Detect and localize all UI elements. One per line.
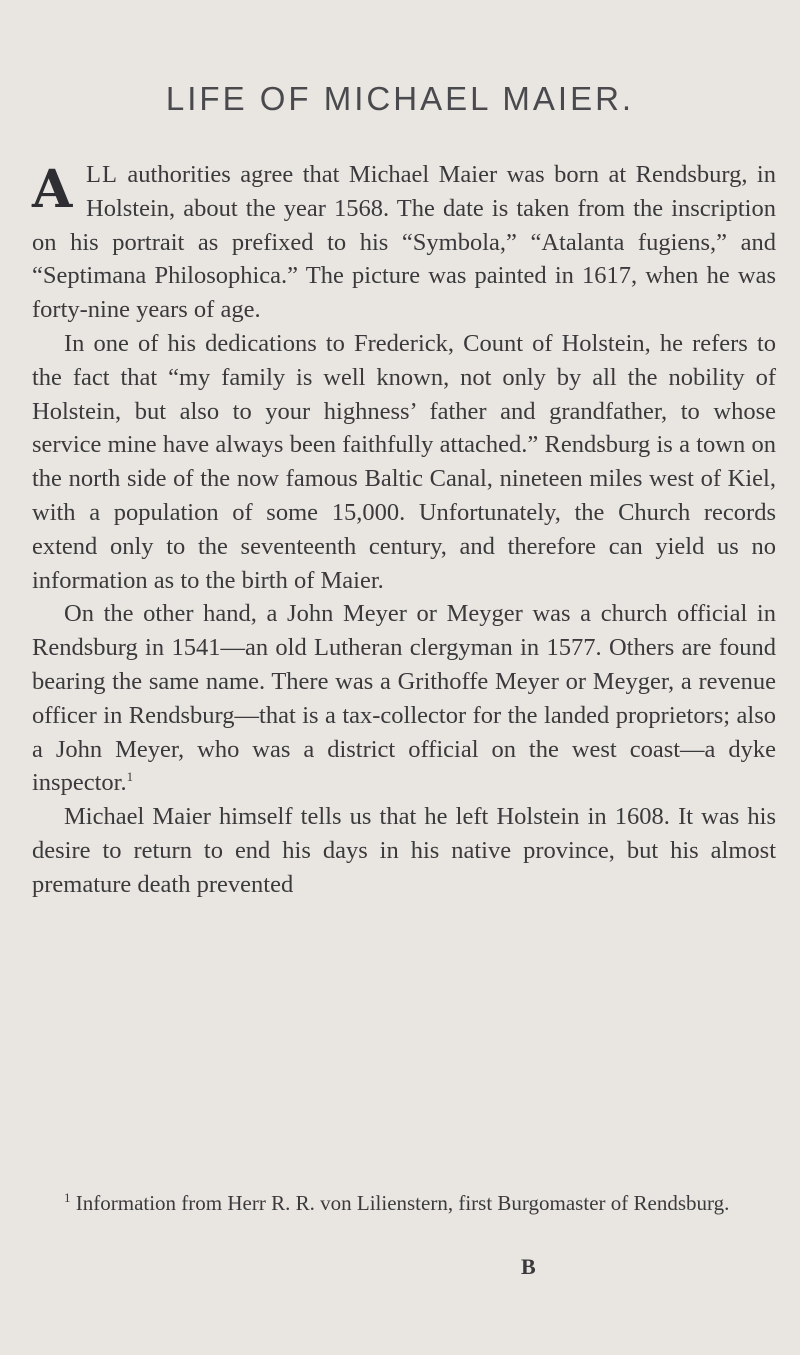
paragraph-4 bbox=[32, 800, 776, 901]
paragraph-2 bbox=[32, 327, 776, 597]
paragraph-3-text: On the other hand, a John Meyer or Meyger was a church official in Rendsburg in 1541—an old Lutheran clergyman in 1577. Others are found bearing the same name. There was a Grithoffe Meyer or Meyger, a revenue officer in Rendsburg—that is a tax-collector for the landed proprietors; also a John Meyer, who was a district official on the west coast—a dyke inspector. bbox=[32, 600, 776, 797]
footnote-reference[interactable]: 1 bbox=[126, 769, 134, 785]
paragraph-3 bbox=[32, 597, 776, 800]
paragraph-1 bbox=[32, 158, 776, 327]
footnote-marker: 1 bbox=[64, 1190, 71, 1205]
paragraph-2-text: In one of his dedications to Frederick, Count of Holstein, he refers to the fact that “my family is well known, not only by all the nobility of Holstein, but also to your highness’ father and grandfather, to whose service mine have always been faithfully attached.” Rendsburg is a town on the north side of the now famous Baltic Canal, nineteen miles west of Kiel, with a population of some 15,000. Unfortunately, the Church records extend only to the seventeenth century, and therefore can yield us no information as to the birth of Maier. bbox=[32, 329, 776, 594]
body-text bbox=[32, 158, 776, 902]
footnote-paragraph bbox=[32, 1190, 776, 1217]
paragraph-4-text: Michael Maier himself tells us that he left Holstein in 1608. It was his desire to return to end his days in his native province, but his almost premature death prevented bbox=[32, 803, 776, 898]
footnote bbox=[32, 1190, 776, 1217]
footnote-text: Information from Herr R. R. von Lilienstern, first Burgomaster of Rendsburg. bbox=[70, 1191, 730, 1215]
drop-cap-initial: A bbox=[32, 159, 73, 220]
paragraph-1-text: authorities agree that Michael Maier was born at Rendsburg, in Holstein, about the year 1568. The date is taken from the inscription on his portrait as prefixed to his “Symbola,” “Atalanta fugiens,” and “Septimana Philosophica.” The picture was painted in 1617, when he was forty-nine years of age. bbox=[32, 161, 776, 324]
paragraph-1-lead: LL bbox=[86, 161, 118, 188]
signature-mark: B bbox=[521, 1254, 536, 1279]
chapter-title: LIFE OF MICHAEL MAIER. bbox=[165, 80, 635, 117]
